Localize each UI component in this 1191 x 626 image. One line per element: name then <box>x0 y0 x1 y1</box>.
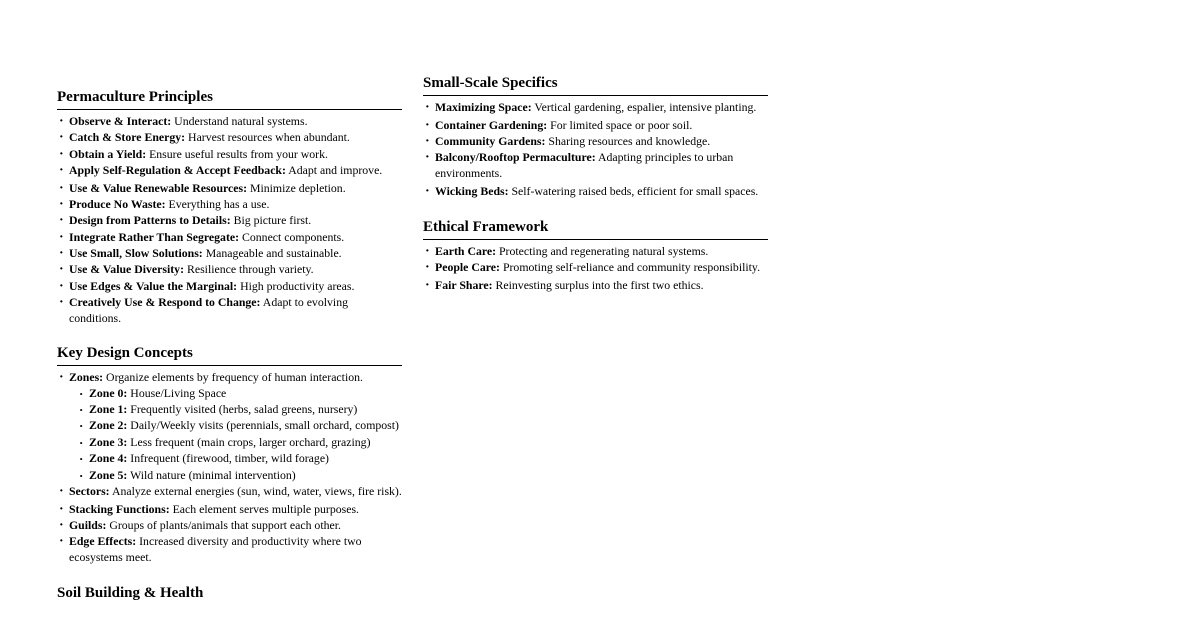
list-item-description: For limited space or poor soil. <box>550 117 693 132</box>
sub-list-item-description: House/Living Space <box>130 385 227 400</box>
list-item-term: Integrate Rather Than Segregate: <box>69 229 240 244</box>
list-item-term: Sectors: <box>69 483 110 498</box>
section-rule <box>57 109 402 110</box>
section-list <box>423 100 768 200</box>
two-column-layout <box>57 75 768 602</box>
sub-list-item-description: Wild nature (minimal intervention) <box>130 467 296 482</box>
list-item <box>57 163 402 179</box>
list-item <box>57 181 402 197</box>
list-item <box>423 100 768 116</box>
list-item-term: Maximizing Space: <box>435 100 532 114</box>
list-item-description: High productivity areas. <box>240 278 355 293</box>
list-item-term: Fair Share: <box>435 277 493 292</box>
section-list <box>57 114 402 326</box>
list-item <box>57 279 402 295</box>
section-heading: Key Design Concepts <box>57 345 193 362</box>
list-item-term: Edge Effects: <box>69 534 137 549</box>
list-item-description: Organize elements by frequency of human interaction. <box>106 370 363 385</box>
list-item <box>423 278 768 294</box>
sub-list-item-term: Zone 2: <box>89 418 128 433</box>
sub-list-item <box>73 435 402 451</box>
section-soil-building-health <box>57 584 402 602</box>
list-item-term: Container Gardening: <box>435 117 548 132</box>
list-item-description: Self-watering raised beds, efficient for small spaces. <box>511 184 759 199</box>
sub-list-item <box>73 451 402 467</box>
section-small-scale-specifics <box>423 74 768 200</box>
list-item <box>423 184 768 200</box>
column-right <box>423 74 768 294</box>
sub-list-item-description: Frequently visited (herbs, salad greens, nursery) <box>130 402 358 417</box>
list-item-term: Design from Patterns to Details: <box>69 213 231 228</box>
list-item <box>57 295 402 326</box>
list-item-term: Balcony/Rooftop Permaculture: <box>435 150 596 165</box>
section-list <box>57 370 402 565</box>
list-item-description: Minimize depletion. <box>249 180 346 195</box>
sub-list-item-term: Zone 0: <box>89 385 128 400</box>
list-item <box>57 213 402 229</box>
list-item <box>57 370 402 483</box>
sub-list-item-term: Zone 1: <box>89 402 128 417</box>
sub-list-item-description: Infrequent (firewood, timber, wild forage) <box>130 451 329 466</box>
list-item-description: Groups of plants/animals that support each other. <box>109 518 341 533</box>
list-item <box>57 534 402 565</box>
list-item-description: Big picture first. <box>233 213 312 228</box>
section-ethical-framework <box>423 218 768 294</box>
list-item-term: Creatively Use & Respond to Change: <box>69 294 261 309</box>
sub-list-item-term: Zone 5: <box>89 467 128 482</box>
list-item-description: Resilience through variety. <box>186 262 314 277</box>
list-item-term: Stacking Functions: <box>69 501 170 516</box>
list-item-term: Use & Value Renewable Resources: <box>69 180 248 195</box>
list-item-description: Adapt and improve. <box>288 162 383 177</box>
list-item-description: Adapt to evolving conditions. <box>69 294 348 325</box>
list-item <box>57 230 402 246</box>
section-heading: Permaculture Principles <box>57 89 213 105</box>
section-rule <box>57 365 402 366</box>
list-item-term: Observe & Interact: <box>69 114 172 128</box>
list-item <box>423 150 768 181</box>
list-item-description: Adapting principles to urban environments. <box>435 150 734 181</box>
list-item <box>423 260 768 276</box>
list-item <box>57 484 402 500</box>
section-heading: Ethical Framework <box>423 218 549 235</box>
section-rule <box>423 95 768 96</box>
sub-list-item-term: Zone 3: <box>89 435 128 450</box>
list-item <box>57 246 402 262</box>
list-item-term: Use & Value Diversity: <box>69 262 185 277</box>
list-item-term: Community Gardens: <box>435 134 546 149</box>
list-item-term: Use Small, Slow Solutions: <box>69 245 203 260</box>
list-item-description: Each element serves multiple purposes. <box>172 501 359 516</box>
list-item-description: Manageable and sustainable. <box>205 245 342 260</box>
section-heading: Soil Building & Health <box>57 584 204 601</box>
list-item-description: Promoting self-reliance and community responsibility. <box>502 260 761 275</box>
list-item <box>423 118 768 134</box>
list-item-term: Earth Care: <box>435 243 497 258</box>
list-item-term: Wicking Beds: <box>435 184 509 199</box>
list-item-description: Reinvesting surplus into the first two ethics. <box>495 277 704 292</box>
list-item <box>57 197 402 213</box>
sub-list-item <box>73 402 402 418</box>
list-item-term: Guilds: <box>69 518 107 533</box>
list-item-term: People Care: <box>435 260 500 275</box>
sub-list-item <box>73 418 402 434</box>
list-item <box>57 147 402 163</box>
list-item <box>57 130 402 146</box>
list-item-description: Understand natural systems. <box>174 114 308 128</box>
list-item-description: Ensure useful results from your work. <box>149 146 328 161</box>
section-permaculture-principles <box>57 88 402 326</box>
list-item-term: Catch & Store Energy: <box>69 130 186 145</box>
list-item-term: Apply Self-Regulation & Accept Feedback: <box>69 162 286 177</box>
sub-list-item <box>73 468 402 484</box>
sub-list-item-term: Zone 4: <box>89 451 128 466</box>
list-item-description: Protecting and regenerating natural systems. <box>499 243 709 258</box>
column-left <box>57 88 402 602</box>
sub-list <box>69 386 402 483</box>
list-item-description: Increased diversity and productivity where two ecosystems meet. <box>69 534 362 565</box>
list-item-term: Zones: <box>69 370 104 385</box>
list-item-description: Analyze external energies (sun, wind, water, views, fire risk). <box>111 483 402 498</box>
sub-list-item-description: Less frequent (main crops, larger orchard, grazing) <box>130 435 371 450</box>
list-item-description: Connect components. <box>242 229 345 244</box>
list-item-description: Everything has a use. <box>168 197 270 212</box>
list-item <box>57 114 402 130</box>
list-item <box>57 262 402 278</box>
section-list <box>423 244 768 294</box>
list-item <box>423 134 768 150</box>
section-heading: Small-Scale Specifics <box>423 75 558 91</box>
list-item-term: Produce No Waste: <box>69 197 166 212</box>
list-item-description: Vertical gardening, espalier, intensive planting. <box>534 100 757 114</box>
sub-list-item-description: Daily/Weekly visits (perennials, small orchard, compost) <box>130 418 399 433</box>
list-item-description: Harvest resources when abundant. <box>188 130 350 145</box>
section-key-design-concepts <box>57 344 402 565</box>
list-item-description: Sharing resources and knowledge. <box>548 134 711 149</box>
list-item <box>57 518 402 534</box>
list-item <box>57 502 402 518</box>
list-item <box>423 244 768 260</box>
list-item-term: Use Edges & Value the Marginal: <box>69 278 238 293</box>
list-item-term: Obtain a Yield: <box>69 146 147 161</box>
sub-list-item <box>73 386 402 402</box>
section-rule <box>423 239 768 240</box>
